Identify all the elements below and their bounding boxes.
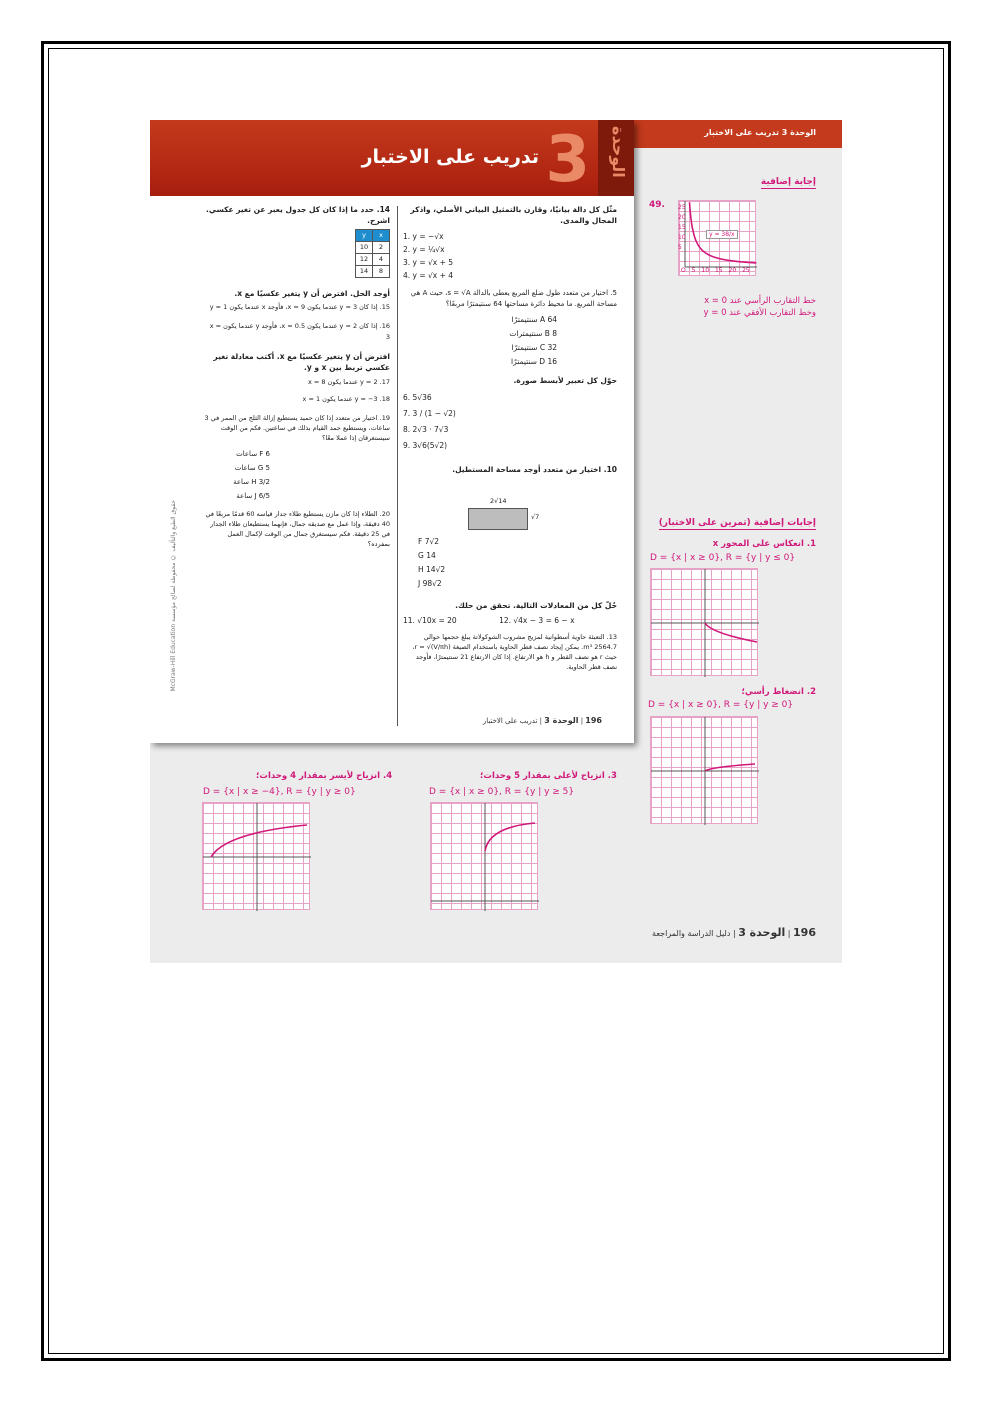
column-divider [397,206,398,726]
a4-label: 4. انزياح لأيسر بمقدار 4 وحدات؛ [256,771,393,781]
q10-option-g: G 14 [418,551,436,560]
q10-option-j: J 98√2 [418,579,442,588]
q1-4-intro: مثّل كل دالة بيانيًا، وقارن بالتمثيل البياني الأصلي، واذكر المجال والمدى. [410,205,617,225]
q49-x-ticks [681,267,750,274]
y-tick: 5 [678,244,682,251]
side-credit: McGraw-Hill Education حقوق الطبع والتأليف © محفوظة لصالح مؤسسة [170,500,177,692]
q13: 13. التعبئة حاوية أسطوانية لمزيج مشروب الشوكولاتة يبلغ حجمها حوالي 2564.7 m³. يمكن إيجاد نصف قطر الحاوية باستخدام الصيغة r = √(V/πh)، حيث r هو نصف القطر و h هو الارتفاع. إذا كان الارتفاع 21 سنتيمترًا، فأوجد نصف قطر الحاوية. [412,633,617,671]
q10-options [418,535,538,591]
q19-option-h: H 3/2 ساعة [233,478,270,486]
shifted-up-sqrt-curve [485,823,535,851]
q20: 20. الطلاء إذا كان مازن يستطيع طلاء جدار قياسه 60 قدمًا مربعًا في 40 دقيقة، وإذا عمل مع صديقه جمال، فإنهما يستطيعان طلاء الجدار في 25 دقيقة. فكم سيستغرق جمال من الوقت لإكمال العمل بمفرده؟ [205,510,390,548]
simplify-intro: حوّل كل تعبير لأبسط صورة. [513,376,617,385]
x-tick: 20 [728,267,737,274]
table-cell: 4 [373,254,390,266]
x-tick: 5 [691,267,696,274]
table-cell: 2 [373,242,390,254]
q5: 5. اختيار من متعدد طول ضلع المربع يعطى بالدالة s = √A، حيث A هي مساحة المربع. ما محيط دائرة مساحتها 64 سنتيمترًا مربعًا؟ [410,289,617,308]
q2: 2. y = ¼√x [403,245,445,254]
q1: 1. y = −√x [403,232,444,241]
table-cell: 8 [373,266,390,278]
q10-option-h: H 14√2 [418,565,446,574]
rect-top-label: 2√14 [490,497,507,505]
unit-top-band [634,120,842,148]
a1-graph [650,568,758,676]
asymptote-text [636,295,816,319]
inner-footer-label: تدريب على الاختبار [482,717,538,725]
left-column [204,204,390,552]
q11-12 [403,615,617,626]
q15: 15. إذا كان y = 3 عندما يكون x = 9، فأوجد x عندما يكون y = 1 [209,303,390,311]
student-page-thumbnail [150,120,634,743]
inner-footer: 196 | الوحدة 3 | تدريب على الاختبار [482,716,602,725]
q4: 4. y = √x + 4 [403,271,454,280]
q19-option-j: J 6/5 ساعة [236,492,270,500]
q5-option-c: C 32 سنتيمترًا [511,343,557,352]
x-tick: 15 [714,267,723,274]
q6: 6. 5√36 [403,393,432,402]
banner-title: تدريب على الاختبار [361,146,539,168]
a3-plot [431,803,539,911]
q5-options [403,313,557,369]
vertical-asymptote: خط التقارب الرأسي عند x = 0 [704,296,816,306]
a3-label: 3. انزياح لأعلى بمقدار 5 وحدات؛ [480,771,617,781]
solve-intro: حُلّ كل من المعادلات التالية. تحقق من حلك. [455,601,617,610]
a4-domain: D = {x | x ≥ −4}, R = {y | y ≥ 0} [203,787,356,797]
chapter-banner [150,120,634,196]
y-tick: 20 [678,214,686,221]
extra-answer-heading: إجابة إضافية [760,177,816,187]
right-column-bottom [403,600,617,675]
rectangle-figure [468,508,528,530]
rect-side-label: √7 [531,513,540,521]
q19-option-f: F 6 ساعات [236,450,270,458]
page-number: 196 [793,926,816,939]
a4-plot [203,803,311,911]
compressed-sqrt-curve [705,764,755,771]
q49-label: 49. [649,200,665,210]
page-footer: 196 | الوحدة 3 | دليل الدراسة والمراجعة [652,926,816,939]
a1-label: 1. انعكاس على المحور x [712,539,816,549]
q5-option-d: D 16 سنتيمترًا [511,357,557,366]
y-tick: 15 [678,224,686,231]
q49-equation: y = 38/x [706,230,738,239]
q10: 10. اختيار من متعدد أوجد مساحة المستطيل. [452,465,617,474]
q49-plot [679,201,757,277]
q49-graph [678,200,756,276]
table-cell: 14 [356,266,373,278]
a2-graph [650,716,758,824]
q19-options [204,447,390,503]
q17: 17. y = 2 عندما يكون x = 8 [308,378,390,386]
banner-side-label: الوحدة [609,126,628,178]
q9: 9. 3√6(5√2) [403,441,448,450]
banner-side-tab [598,120,634,196]
inverse-intro: أوجد الحل. افترض أن y يتغير عكسيًا مع x. [234,289,390,298]
shifted-left-sqrt-curve [211,825,307,857]
right-column [403,204,617,478]
q18: 18. y = −3 عندما يكون x = 1 [302,395,390,403]
q19: 19. اختيار من متعدد إذا كان حميد يستطيع إزالة الثلج من الممر في 3 ساعات، ويستطيع حمد القيام بذلك في ساعتين. فكم من الوقت سيستغرقان إذا عملا معًا؟ [204,414,390,442]
q8: 8. 2√3 · 7√3 [403,425,449,434]
unit-top-band-text: الوحدة 3 تدريب على الاختبار [704,128,816,137]
x-tick: 25 [742,267,750,274]
horizontal-asymptote: وخط التقارب الأفقي عند y = 0 [703,308,816,318]
a2-domain: D = {x | x ≥ 0}, R = {y | y ≥ 0} [648,700,794,710]
table-cell: 10 [356,242,373,254]
q1-4-list [403,230,617,282]
q49-y-ticks [678,203,686,253]
q16: 16. إذا كان y = 2 عندما يكون x = 0.5، فأوجد y عندما يكون x = 3 [209,322,390,341]
q14-table [355,229,390,278]
q12: 12. √4x − 3 = 6 − x [499,616,575,625]
inner-page-number: 196 [585,716,602,725]
q7: 7. 3 / (1 − √2) [403,409,456,418]
a3-domain: D = {x | x ≥ 0}, R = {y | y ≥ 5} [429,787,575,797]
q11: 11. √10x = 20 [403,616,457,625]
table-cell: 12 [356,254,373,266]
inner-footer-unit: الوحدة 3 [544,716,579,725]
reflected-sqrt-curve [705,623,757,642]
y-tick: 25 [678,204,686,211]
y-tick: 10 [678,234,686,241]
a2-label: 2. انضغاط رأسي؛ [741,687,816,697]
q5-option-a: A 64 سنتيمترًا [511,315,557,324]
a1-domain: D = {x | x ≥ 0}, R = {y | y ≤ 0} [650,553,796,563]
a1-plot [651,569,759,677]
q19-option-g: G 5 ساعات [234,464,270,472]
banner-number: 3 [545,123,590,197]
equation-intro: افترض أن y يتغير عكسيًا مع x. أكتب معادلة تغير عكسي تربط بين x و y. [213,352,390,372]
footer-label: دليل الدراسة والمراجعة [652,929,731,938]
table-header-y: y [356,230,373,242]
a2-plot [651,717,759,825]
simplify-list [403,390,617,454]
a3-graph [430,802,538,910]
scanned-page [150,120,842,963]
a4-graph [202,802,310,910]
q5-option-b: B 8 سنتيمترات [509,329,557,338]
footer-unit: الوحدة 3 [738,926,786,939]
x-tick: O [681,267,686,274]
q10-option-f: F 7√2 [418,537,440,546]
table-header-x: x [373,230,390,242]
extra-answers-heading: إجابات إضافية (تمرين على الاختبار) [658,518,816,528]
q14: 14. حدد ما إذا كان كل جدول يعبر عن تغير عكسي. اشرح. [206,205,390,225]
x-tick: 10 [701,267,710,274]
q3: 3. y = √x + 5 [403,258,454,267]
